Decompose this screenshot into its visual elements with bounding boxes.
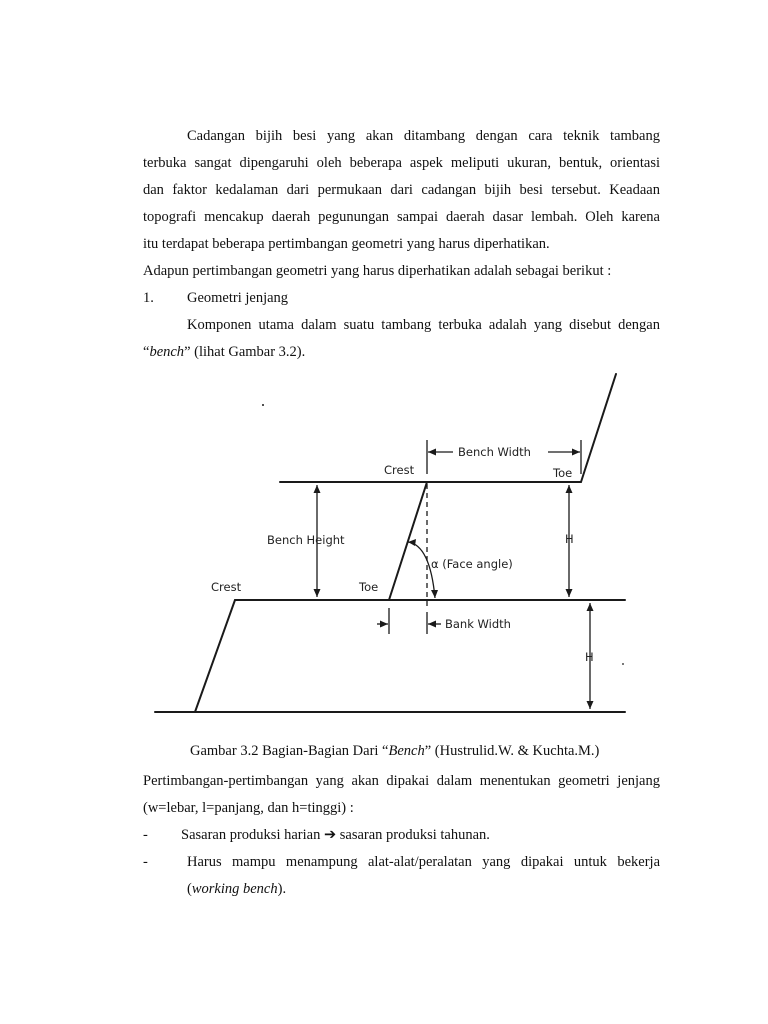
paragraph-3-rest: (lihat Gambar 3.2). <box>190 344 306 360</box>
term-bench: bench <box>149 344 185 360</box>
paragraph-4-line-1: Pertimbangan-pertimbangan yang akan dipakai dalam menentukan geometri jenjang <box>143 773 660 789</box>
label-bench-height: Bench Height <box>267 533 345 547</box>
right-arrow-icon: ➔ <box>323 827 337 843</box>
left-slope <box>195 600 235 712</box>
speck <box>622 663 624 665</box>
bullet-1-text-after: sasaran produksi tahunan. <box>336 827 490 843</box>
arrowhead <box>431 590 438 598</box>
paragraph-1-line-1: Cadangan bijih besi yang akan ditambang dengan cara teknik tambang <box>187 128 660 144</box>
bench-diagram-svg <box>145 362 635 722</box>
term-working-bench: working bench <box>191 881 278 897</box>
caption-prefix: Gambar 3.2 Bagian-Bagian Dari “ <box>190 743 389 759</box>
bullet-1-dash: - <box>143 827 148 843</box>
label-crest-left: Crest <box>211 580 242 594</box>
paragraph-3-line-2 <box>143 343 660 361</box>
arrowhead <box>572 449 580 456</box>
paragraph-1-line-5: itu terdapat beberapa pertimbangan geometri yang harus diperhatikan. <box>143 236 550 252</box>
arrowhead <box>428 449 436 456</box>
arrowhead <box>566 589 573 597</box>
label-face-angle: α (Face angle) <box>431 557 513 571</box>
label-bank-width: Bank Width <box>445 617 511 631</box>
face-slope <box>389 482 427 600</box>
arrowhead <box>587 701 594 709</box>
label-h-upper: H <box>565 532 574 546</box>
arrowhead <box>380 621 388 628</box>
bullet-2-close: ). <box>277 881 287 897</box>
list-title: Geometri jenjang <box>187 290 289 306</box>
bullet-1-text <box>181 826 490 844</box>
arrowhead <box>428 621 436 628</box>
quote-open: “ <box>143 344 150 360</box>
caption-suffix: ” (Hustrulid.W. & Kuchta.M.) <box>424 743 600 759</box>
bullet-2-dash: - <box>143 854 148 870</box>
paragraph-1-line-2: terbuka sangat dipengaruhi oleh beberapa aspek meliputi ukuran, bentuk, orientasi <box>143 155 660 171</box>
label-toe-top: Toe <box>553 466 573 480</box>
label-bench-width: Bench Width <box>458 445 531 459</box>
label-h-lower: H <box>585 650 594 664</box>
bench-diagram <box>145 362 635 722</box>
speck <box>262 404 264 406</box>
bullet-2-open: ( <box>187 881 192 897</box>
paragraph-4-line-2: (w=lebar, l=panjang, dan h=tinggi) : <box>143 800 354 816</box>
bullet-1-text-before: Sasaran produksi harian <box>181 827 324 843</box>
bullet-2-line-2 <box>187 880 660 898</box>
list-number: 1. <box>143 290 154 306</box>
arrowhead <box>566 485 573 493</box>
arrowhead <box>314 589 321 597</box>
figure-caption <box>190 742 599 760</box>
arrowhead <box>314 485 321 493</box>
paragraph-1-line-3: dan faktor kedalaman dari permukaan dari cadangan bijih besi tersebut. Keadaan <box>143 182 660 198</box>
paragraph-1-line-4: topografi mencakup daerah pegunungan sampai daerah dasar lembah. Oleh karena <box>143 209 660 225</box>
label-toe-mid: Toe <box>359 580 379 594</box>
arrowhead <box>587 603 594 611</box>
label-crest-top: Crest <box>384 463 415 477</box>
right-slope <box>581 374 616 482</box>
quote-close: ” <box>184 344 191 360</box>
paragraph-3-line-1: Komponen utama dalam suatu tambang terbuka adalah yang disebut dengan <box>187 317 660 333</box>
paragraph-2: Adapun pertimbangan geometri yang harus diperhatikan adalah sebagai berikut : <box>143 263 612 279</box>
caption-term: Bench <box>388 743 425 759</box>
bullet-2-line-1: Harus mampu menampung alat-alat/peralatan yang dipakai untuk bekerja <box>187 854 660 870</box>
